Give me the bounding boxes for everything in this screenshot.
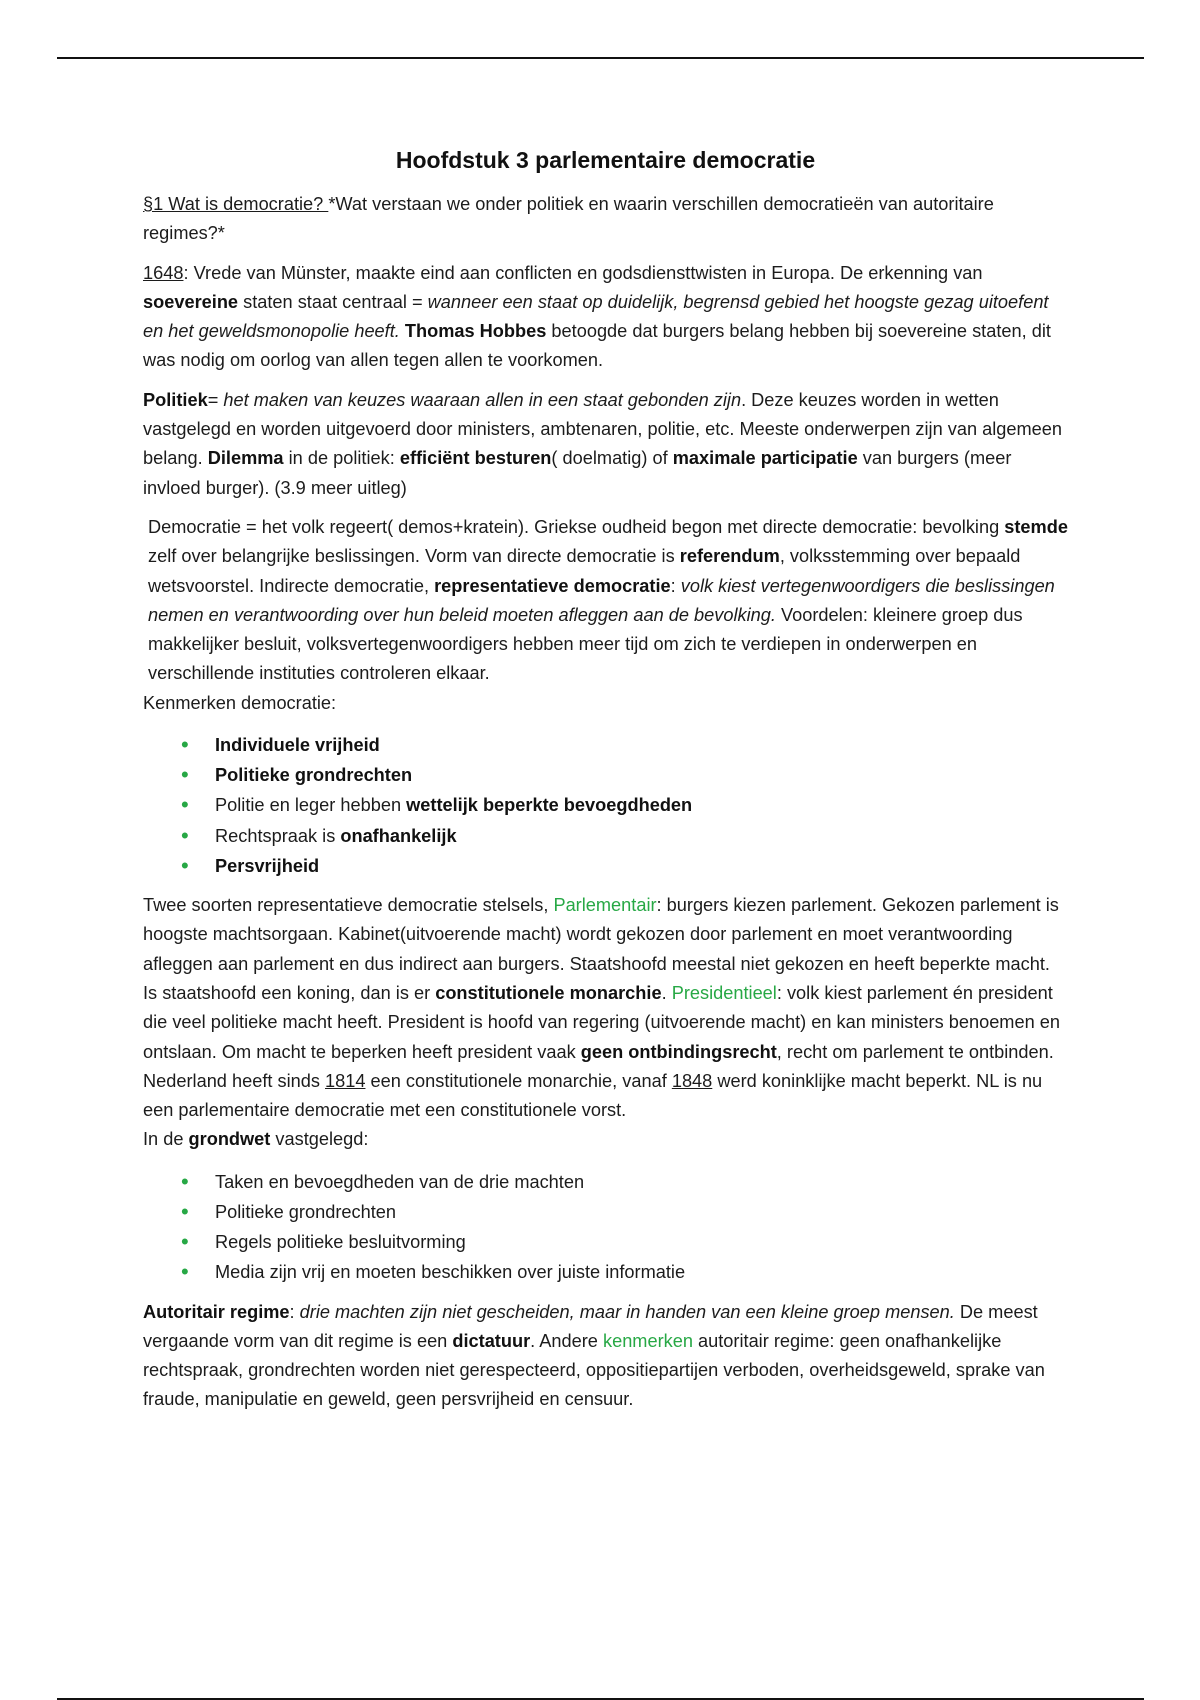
text: zelf over belangrijke beslissingen. Vorm van directe democratie is xyxy=(148,546,680,567)
text: , recht om parlement te ontbinden. Nederland heeft sinds xyxy=(143,1041,1054,1091)
kenmerken-list xyxy=(143,730,1068,881)
paragraph-politiek xyxy=(143,386,1068,503)
term-soevereine: soevereine xyxy=(143,291,239,312)
text: . Deze keuzes worden in wetten vastgelegd en worden uitgevoerd door ministers, ambtenaren, politie, etc. Meeste onderwerpen zijn van algemeen belang. xyxy=(143,389,1063,469)
list-item: • Politieke grondrechten xyxy=(181,1197,1068,1227)
term-representatieve-democratie: representatieve democratie xyxy=(434,575,671,596)
kenmerken-label: Kenmerken democratie: xyxy=(143,692,337,713)
term-presidentieel: Presidentieel xyxy=(671,982,777,1003)
list-item-text: Rechtspraak is xyxy=(215,825,341,846)
year-1648: 1648 xyxy=(143,262,184,283)
text: . xyxy=(661,982,672,1003)
definition-representatieve-democratie: volk kiest vertegenwoordigers die beslissingen nemen en verantwoording over hun beleid moeten afleggen aan de bevolking. xyxy=(148,575,1055,625)
paragraph-democratie xyxy=(143,513,1068,689)
text: : volk kiest parlement én president die veel politieke macht heeft. President is hoofd van regering (uitvoerende macht) en kan ministers benoemen en ontslaan. Om macht te beperken heeft president vaak xyxy=(143,982,1060,1062)
text: staten staat centraal = xyxy=(238,291,428,312)
year-1814: 1814 xyxy=(325,1070,366,1091)
term-parlementair: Parlementair xyxy=(553,895,657,916)
list-item: • Regels politieke besluitvorming xyxy=(181,1227,1068,1257)
term-grondwet: grondwet xyxy=(188,1129,271,1150)
list-item xyxy=(181,730,1068,760)
term-thomas-hobbes: Thomas Hobbes xyxy=(404,321,547,342)
text: betoogde dat burgers belang hebben bij soevereine staten, dit was nodig om oorlog van allen tegen allen te voorkomen. xyxy=(143,321,1051,371)
text: : xyxy=(670,575,681,596)
term-autoritair-regime: Autoritair regime xyxy=(143,1301,290,1322)
list-item xyxy=(181,760,1068,790)
text: Democratie = het volk regeert( demos+kratein). Griekse oudheid begon met directe democratie: bevolking xyxy=(148,516,1005,537)
term-dilemma: Dilemma xyxy=(207,448,284,469)
definition-autoritair-regime: drie machten zijn niet gescheiden, maar in handen van een kleine groep mensen. xyxy=(299,1301,955,1322)
definition-soevereine-staat: wanneer een staat op duidelijk, begrensd gebied het hoogste gezag uitoefent en het geweldsmonopolie heeft. xyxy=(143,291,1049,342)
text: werd koninklijke macht beperkt. NL is nu een parlementaire democratie met een constitutionele vorst. xyxy=(143,1070,1043,1121)
term-politiek: Politiek xyxy=(143,389,208,410)
paragraph-1648 xyxy=(143,259,1068,376)
year-1848: 1848 xyxy=(671,1070,713,1091)
text: ( doelmatig) of xyxy=(551,448,673,469)
list-item-text: Politie en leger hebben xyxy=(215,795,407,816)
text: vastgelegd: xyxy=(270,1129,369,1150)
text: = xyxy=(207,389,224,410)
text: De meest vergaande vorm van dit regime is een xyxy=(143,1301,1038,1351)
term-maximale-participatie: maximale participatie xyxy=(672,448,858,469)
list-item: • Taken en bevoegdheden van de drie machten xyxy=(181,1167,1068,1197)
section-1-question: *Wat verstaan we onder politiek en waarin verschillen democratieën van autoritaire regimes?* xyxy=(143,194,994,244)
paragraph-stelsels xyxy=(143,891,1068,1125)
list-item xyxy=(181,790,1068,820)
text: autoritair regime: geen onafhankelijke rechtspraak, grondrechten worden niet gerespecteerd, oppositiepartijen verboden, overheidsgeweld, sprake van fraude, manipulatie en geweld, geen persvrijheid en censuur. xyxy=(143,1330,1045,1410)
text: een constitutionele monarchie, vanaf xyxy=(365,1070,672,1091)
section-1-heading xyxy=(143,190,1068,249)
header-rule xyxy=(57,57,1144,59)
text: : Vrede van Münster, maakte eind aan conflicten en godsdiensttwisten in Europa. De erkenning van xyxy=(183,262,983,283)
list-item-text: Persvrijheid xyxy=(215,855,320,876)
paragraph-autoritair xyxy=(143,1298,1068,1415)
term-constitutionele-monarchie: constitutionele monarchie xyxy=(435,982,662,1003)
term-geen-ontbindingsrecht: geen ontbindingsrecht xyxy=(580,1041,777,1062)
list-item-text: Politieke grondrechten xyxy=(215,765,413,786)
term-efficient-besturen: efficiënt besturen xyxy=(399,448,552,469)
text: , volksstemming over bepaald wetsvoorstel. Indirecte democratie, xyxy=(148,546,1021,596)
document-body xyxy=(143,140,1068,1425)
text: In de xyxy=(143,1129,189,1150)
list-item-bold: onafhankelijk xyxy=(340,825,457,846)
term-stemde: stemde xyxy=(1004,516,1068,537)
text: Voordelen: kleinere groep dus makkelijker besluit, volksvertegenwoordigers hebben meer tijd om zich te verdiepen in onderwerpen en verschillende instituties controleren elkaar. xyxy=(148,604,1023,684)
text: van burgers (meer invloed burger). (3.9 meer uitleg) xyxy=(143,448,1012,498)
term-referendum: referendum xyxy=(679,546,780,567)
grondwet-list xyxy=(143,1167,1068,1288)
list-item: • Media zijn vrij en moeten beschikken over juiste informatie xyxy=(181,1257,1068,1287)
definition-politiek: het maken van keuzes waaraan allen in een staat gebonden zijn xyxy=(223,389,742,410)
text: Twee soorten representatieve democratie stelsels, xyxy=(143,895,554,916)
text: . Andere xyxy=(530,1330,603,1351)
list-item xyxy=(181,851,1068,881)
text: : xyxy=(289,1301,300,1322)
term-dictatuur: dictatuur xyxy=(452,1330,531,1351)
grondwet-label xyxy=(143,1125,1068,1154)
text: : burgers kiezen parlement. Gekozen parlement is hoogste machtsorgaan. Kabinet(uitvoerende macht) wordt gekozen door parlement en moet verantwoording afleggen aan parlement en dus indirect aan burgers. Staatshoofd meestal niet gekozen en heeft beperkte macht. Is staatshoofd een koning, dan is er xyxy=(143,895,1059,1003)
text: in de politiek: xyxy=(283,448,400,469)
list-item-text: Individuele vrijheid xyxy=(215,735,380,756)
section-1-title: §1 Wat is democratie? xyxy=(143,194,329,214)
term-kenmerken: kenmerken xyxy=(602,1330,693,1351)
list-item xyxy=(181,821,1068,851)
page-title: Hoofdstuk 3 parlementaire democratie xyxy=(395,147,816,173)
list-item-bold: wettelijk beperkte bevoegdheden xyxy=(406,795,693,816)
